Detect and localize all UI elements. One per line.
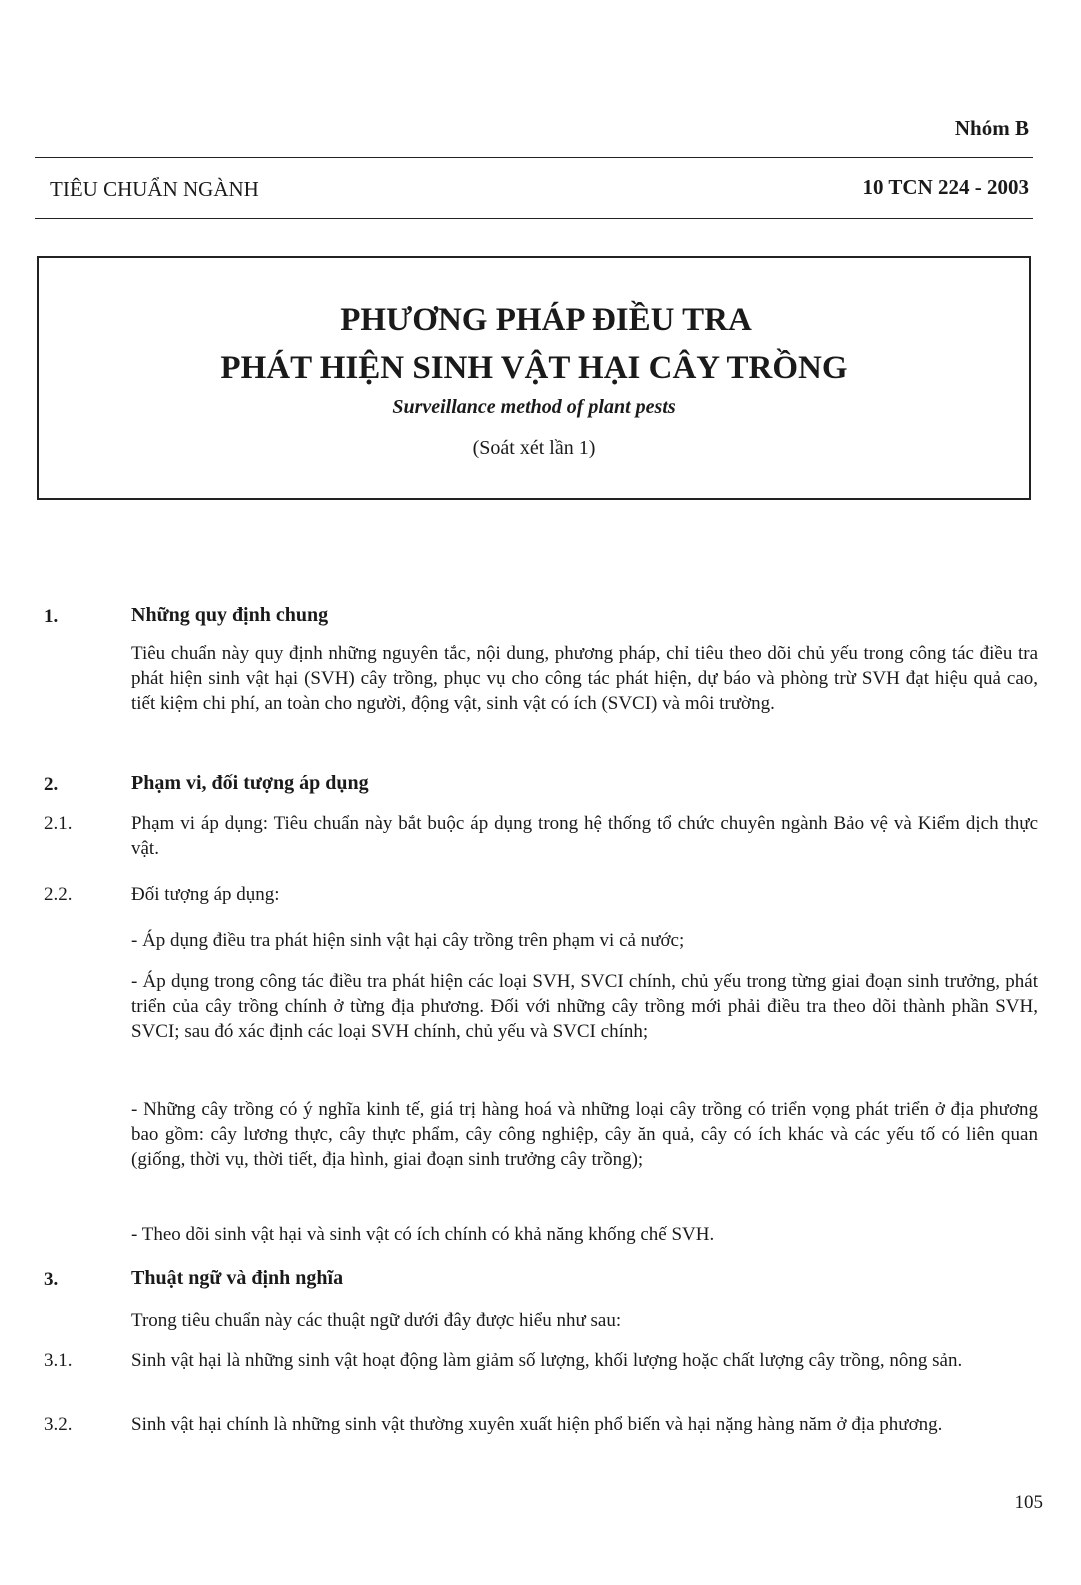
header-bottom-rule — [35, 218, 1033, 219]
section-3-1-text: Sinh vật hại là những sinh vật hoạt động làm giảm số lượng, khối lượng hoặc chất lượng cây trồng, nông sản. — [131, 1350, 963, 1371]
section-2-2-bullet-2: - Áp dụng trong công tác điều tra phát hiện các loại SVH, SVCI chính, chủ yếu trong từng giai đoạn sinh trưởng, phát triển của cây trồng chính ở từng địa phương. Đối với những cây trồng mới phải điều tra theo dõi thành phần SVH, SVCI; sau đó xác định các loại SVH chính, chủ yếu và SVCI chính; — [131, 971, 1038, 1042]
section-2-2-bullet-1: - Áp dụng điều tra phát hiện sinh vật hại cây trồng trên phạm vi cả nước; — [131, 930, 685, 951]
section-2-heading: Phạm vi, đối tượng áp dụng — [131, 772, 369, 794]
section-3-heading: Thuật ngữ và định nghĩa — [131, 1267, 344, 1289]
title-revision: (Soát xét lần 1) — [472, 437, 596, 459]
section-2-2-text: Đối tượng áp dụng: — [131, 884, 280, 905]
title-english: Surveillance method of plant pests — [392, 396, 676, 418]
standard-code: 10 TCN 224 - 2003 — [862, 175, 1029, 199]
section-3-2-text: Sinh vật hại chính là những sinh vật thường xuyên xuất hiện phổ biến và hại nặng hàng năm ở địa phương. — [131, 1414, 943, 1435]
section-1-text: Tiêu chuẩn này quy định những nguyên tắc, nội dung, phương pháp, chỉ tiêu theo dõi chủ yếu trong công tác điều tra phát hiện sinh vật hại (SVH) cây trồng, phục vụ cho công tác phát hiện, dự báo và phòng trừ SVH đạt hiệu quả cao, tiết kiệm chi phí, an toàn cho người, động vật, sinh vật có ích (SVCI) và môi trường. — [131, 643, 1038, 714]
section-2-2-bullet-4: - Theo dõi sinh vật hại và sinh vật có ích chính có khả năng khống chế SVH. — [131, 1224, 715, 1245]
title-box — [37, 256, 1031, 500]
standard-type: TIÊU CHUẨN NGÀNH — [50, 177, 259, 201]
title-line-1: PHƯƠNG PHÁP ĐIỀU TRA — [340, 302, 752, 338]
section-2-1-text: Phạm vi áp dụng: Tiêu chuẩn này bắt buộc áp dụng trong hệ thống tổ chức chuyên ngành Bảo vệ và Kiểm dịch thực vật. — [131, 813, 1038, 859]
section-2-2-bullet-3: - Những cây trồng có ý nghĩa kinh tế, giá trị hàng hoá và những loại cây trồng có triển vọng phát triển ở địa phương bao gồm: cây lương thực, cây thực phẩm, cây công nghiệp, cây ăn quả, cây có ích khác và các yếu tố có liên quan (giống, thời vụ, thời tiết, địa hình, giai đoạn sinh trưởng cây trồng); — [131, 1099, 1038, 1170]
section-2-2-number: 2.2. — [44, 884, 73, 905]
title-line-2: PHÁT HIỆN SINH VẬT HẠI CÂY TRỒNG — [220, 350, 848, 386]
page-number: 105 — [1014, 1492, 1043, 1513]
section-1-heading: Những quy định chung — [131, 604, 329, 626]
section-1-number: 1. — [44, 606, 59, 627]
section-3-1-number: 3.1. — [44, 1350, 73, 1371]
section-3-text: Trong tiêu chuẩn này các thuật ngữ dưới đây được hiểu như sau: — [131, 1310, 622, 1331]
document-group: Nhóm B — [954, 116, 1029, 140]
section-3-number: 3. — [44, 1269, 59, 1290]
section-3-2-number: 3.2. — [44, 1414, 73, 1435]
section-2-number: 2. — [44, 774, 59, 795]
header-top-rule — [35, 157, 1033, 158]
section-2-1-number: 2.1. — [44, 813, 73, 834]
